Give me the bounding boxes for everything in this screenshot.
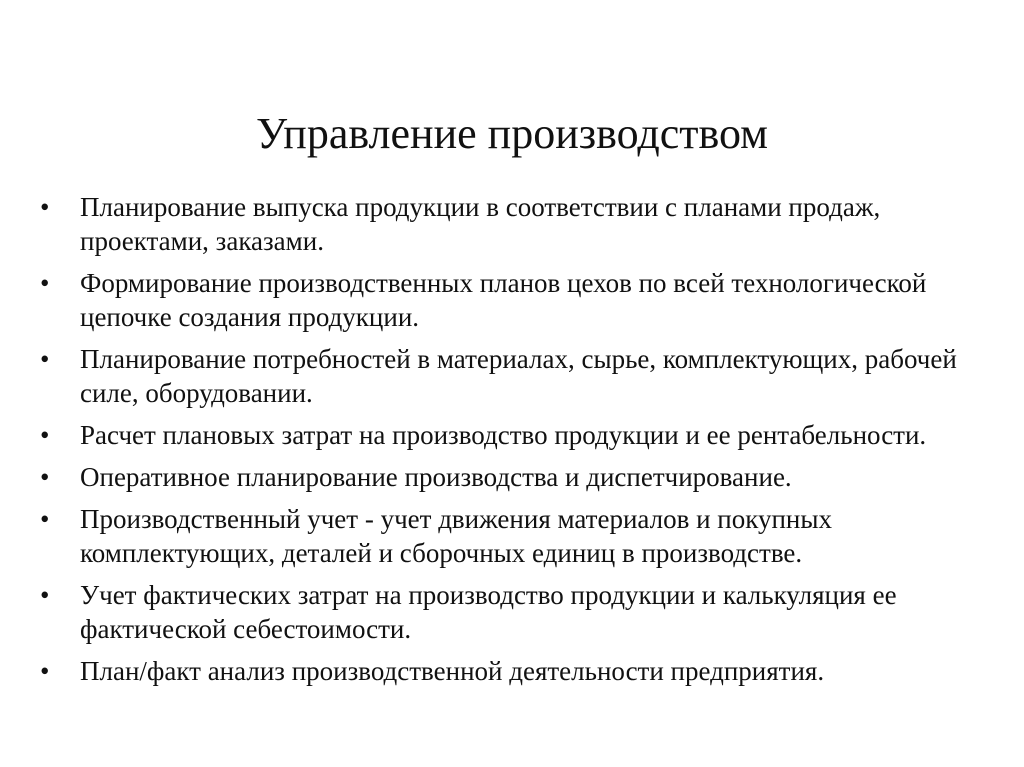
list-item-text: Учет фактических затрат на производство продукции и калькуляция ее фактической себестоимости. [80, 580, 897, 644]
list-item [40, 460, 960, 494]
list-item [40, 190, 960, 258]
list-item [40, 502, 960, 570]
bullet-icon: • [40, 580, 50, 610]
list-item-text: План/факт анализ производственной деятельности предприятия. [80, 656, 825, 686]
list-item [40, 266, 960, 334]
bullet-icon: • [40, 268, 50, 298]
list-item [40, 418, 960, 452]
list-item-text: Расчет плановых затрат на производство продукции и ее рентабельности. [80, 420, 927, 450]
list-item-text: Планирование потребностей в материалах, сырье, комплектующих, рабочей силе, оборудовании. [80, 344, 957, 408]
bullet-icon: • [40, 344, 50, 374]
slide-title: Управление производством [256, 109, 768, 158]
list-item-text: Оперативное планирование производства и диспетчирование. [80, 462, 792, 492]
list-item-text: Планирование выпуска продукции в соответствии с планами продаж, проектами, заказами. [80, 192, 881, 256]
bullet-icon: • [40, 192, 50, 222]
list-item-text: Формирование производственных планов цехов по всей технологической цепочке создания продукции. [80, 268, 927, 332]
bullet-icon: • [40, 462, 50, 492]
list-item [40, 578, 960, 646]
list-item-text: Производственный учет - учет движения материалов и покупных комплектующих, деталей и сборочных единиц в производстве. [80, 504, 833, 568]
bullet-icon: • [40, 504, 50, 534]
list-item [40, 654, 960, 688]
bullet-list [40, 190, 960, 696]
bullet-icon: • [40, 656, 50, 686]
bullet-icon: • [40, 420, 50, 450]
list-item [40, 342, 960, 410]
